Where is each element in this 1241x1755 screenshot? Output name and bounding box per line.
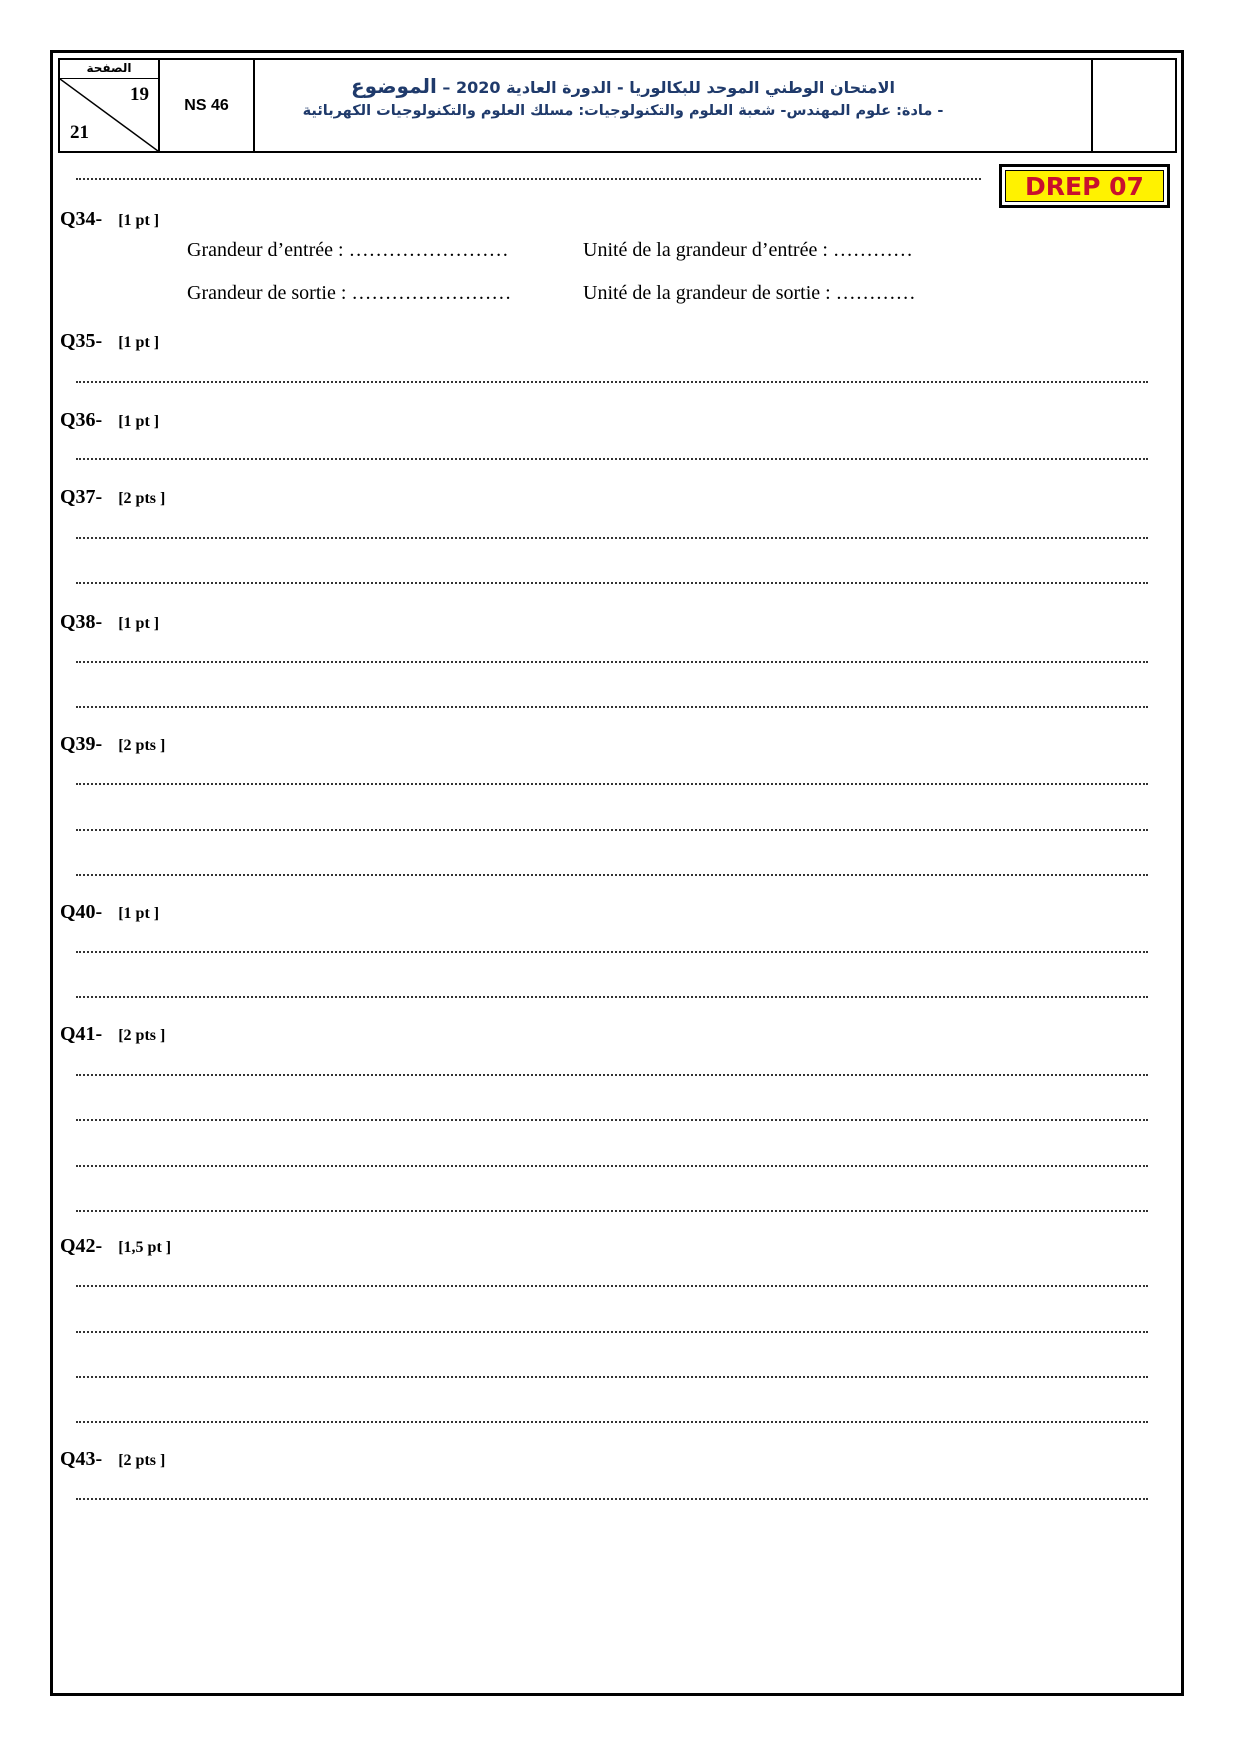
output-quantity-field[interactable]: Grandeur de sortie : …………………… [187,282,512,304]
answer-line[interactable] [76,1498,1148,1500]
question-q41 [60,1023,165,1046]
question-label: Q41- [60,1023,103,1045]
answer-line[interactable] [76,1119,1148,1121]
answer-line[interactable] [76,1376,1148,1378]
answer-line[interactable] [76,783,1148,785]
exam-title [265,74,981,98]
question-points: [1 pt ] [118,905,160,922]
answer-line[interactable] [76,1331,1148,1333]
input-quantity-field[interactable]: Grandeur d’entrée : …………………… [187,239,509,261]
exam-header [58,58,1177,153]
question-points: [1 pt ] [118,413,160,430]
answer-line[interactable] [76,178,981,180]
question-q43 [60,1448,165,1471]
question-q37 [60,486,165,509]
blank-cell [1093,60,1175,151]
page-current: 19 [130,84,149,105]
answer-line[interactable] [76,458,1148,460]
answer-line[interactable] [76,1210,1148,1212]
question-q38 [60,611,159,634]
page-number-cell [60,60,160,151]
question-label: Q43- [60,1448,103,1470]
input-unit-field[interactable]: Unité de la grandeur d’entrée : ………… [583,239,913,261]
question-q42 [60,1235,171,1258]
drep-badge-label: DREP 07 [1005,170,1164,202]
question-points: [2 pts ] [118,490,166,507]
question-label: Q39- [60,733,103,755]
question-label: Q36- [60,409,103,431]
question-q39 [60,733,165,756]
output-unit-field[interactable]: Unité de la grandeur de sortie : ………… [583,282,916,304]
question-q36 [60,409,159,432]
question-points: [2 pts ] [118,1027,166,1044]
question-label: Q38- [60,611,103,633]
answer-line[interactable] [76,996,1148,998]
exam-code: NS 46 [184,97,229,114]
exam-title-main: الامتحان الوطني الموحد للبكالوريا - الدورة العادية 2020 – [436,78,895,97]
answer-line[interactable] [76,1421,1148,1423]
page-frame [50,50,1184,1696]
question-q35 [60,330,159,353]
answer-line[interactable] [76,1074,1148,1076]
question-points: [1 pt ] [118,212,160,229]
answer-line[interactable] [76,1285,1148,1287]
exam-code-cell [160,60,255,151]
drep-badge [999,164,1170,208]
answer-line[interactable] [76,1165,1148,1167]
question-label: Q40- [60,901,103,923]
question-q40 [60,901,159,924]
question-points: [2 pts ] [118,1452,166,1469]
question-q34 [60,208,159,231]
answer-line[interactable] [76,582,1148,584]
question-points: [1 pt ] [118,334,160,351]
exam-title-subject: الموضوع [351,74,437,98]
answer-line[interactable] [76,874,1148,876]
question-points: [2 pts ] [118,737,166,754]
answer-line[interactable] [76,829,1148,831]
answer-line[interactable] [76,706,1148,708]
question-label: Q35- [60,330,103,352]
question-label: Q42- [60,1235,103,1257]
question-points: [1 pt ] [118,615,160,632]
exam-subtitle: - مادة: علوم المهندس- شعبة العلوم والتكنولوجيات: مسلك العلوم والتكنولوجيات الكهربائية [302,103,944,119]
question-label: Q34- [60,208,103,230]
page-label: الصفحة [60,60,158,79]
answer-line[interactable] [76,951,1148,953]
question-label: Q37- [60,486,103,508]
answer-line[interactable] [76,661,1148,663]
question-points: [1,5 pt ] [118,1239,172,1256]
answer-line[interactable] [76,537,1148,539]
title-cell [255,60,1093,151]
page-total: 21 [70,122,89,143]
answer-line[interactable] [76,381,1148,383]
